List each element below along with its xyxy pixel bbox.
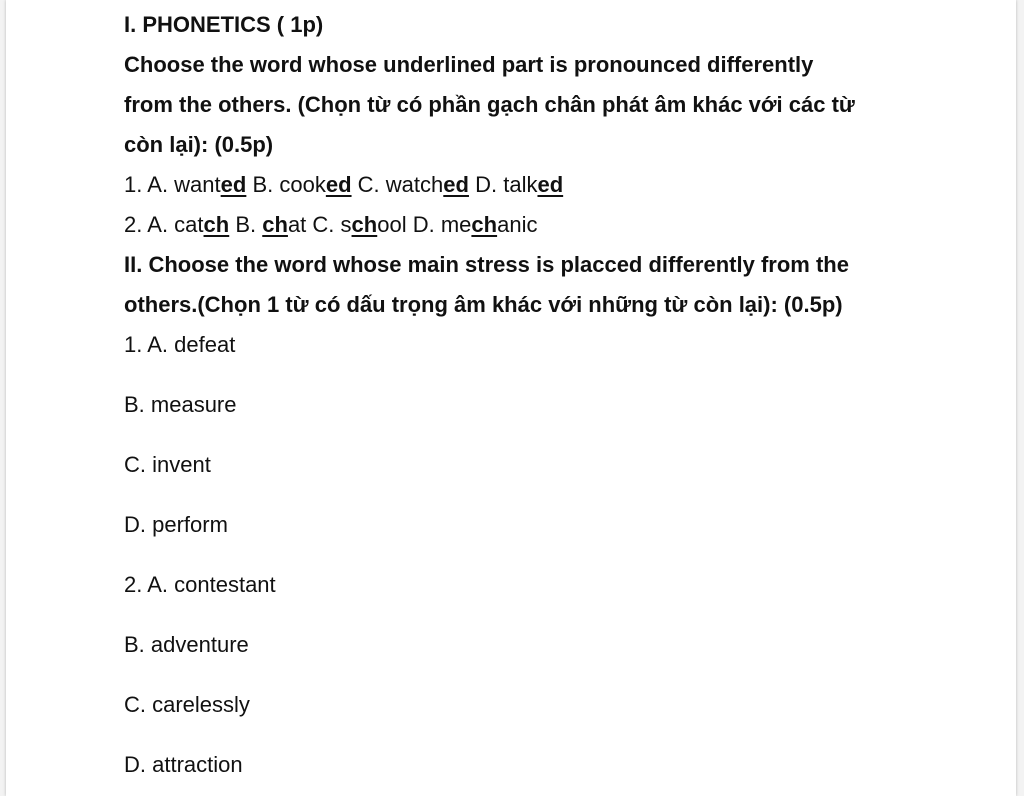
underlined-part: ch — [262, 212, 288, 237]
question-number: 2. — [124, 212, 143, 237]
underlined-part: ed — [220, 172, 247, 197]
underlined-part: ed — [443, 172, 469, 197]
option-a: A. wanted — [147, 172, 247, 197]
stress-q1-option-b: B. measure — [124, 392, 237, 417]
question-number: 1. — [124, 172, 143, 197]
document-page — [6, 0, 1016, 796]
option-c: C. school — [312, 212, 407, 237]
stress-q1-option-d: D. perform — [124, 512, 228, 537]
stress-q2-option-c: C. carelessly — [124, 692, 250, 717]
option-d: D. talked — [475, 172, 564, 197]
section2-heading-line2: others.(Chọn 1 từ có dấu trọng âm khác với những từ còn lại): (0.5p) — [124, 292, 843, 317]
underlined-part: ed — [325, 172, 352, 197]
stress-q2-option-d: D. attraction — [124, 752, 243, 777]
section1-heading: I. PHONETICS ( 1p) — [124, 12, 324, 37]
stress-q1-option-c: C. invent — [124, 452, 211, 477]
underlined-part: ch — [351, 212, 378, 237]
section1-instruction-line3: còn lại): (0.5p) — [124, 132, 274, 157]
option-d: D. mechanic — [412, 212, 538, 237]
underlined-part: ed — [537, 172, 564, 197]
underlined-part: ch — [203, 212, 230, 237]
option-c: C. watched — [357, 172, 469, 197]
section1-instruction-line2: from the others. (Chọn từ có phần gạch chân phát âm khác với các từ — [124, 92, 855, 117]
stress-q2-option-a: 2. A. contestant — [124, 572, 276, 597]
phonetics-question-1 — [124, 172, 563, 198]
option-b: B. chat — [235, 212, 307, 237]
section2-heading-line1: II. Choose the word whose main stress is placced differently from the — [124, 252, 849, 277]
phonetics-question-2 — [124, 212, 537, 238]
section1-instruction-line1: Choose the word whose underlined part is pronounced differently — [124, 52, 814, 77]
stress-q1-option-a: 1. A. defeat — [124, 332, 236, 357]
option-a: A. catch — [147, 212, 230, 237]
underlined-part: ch — [471, 212, 498, 237]
stress-q2-option-b: B. adventure — [124, 632, 249, 657]
option-b: B. cooked — [252, 172, 352, 197]
